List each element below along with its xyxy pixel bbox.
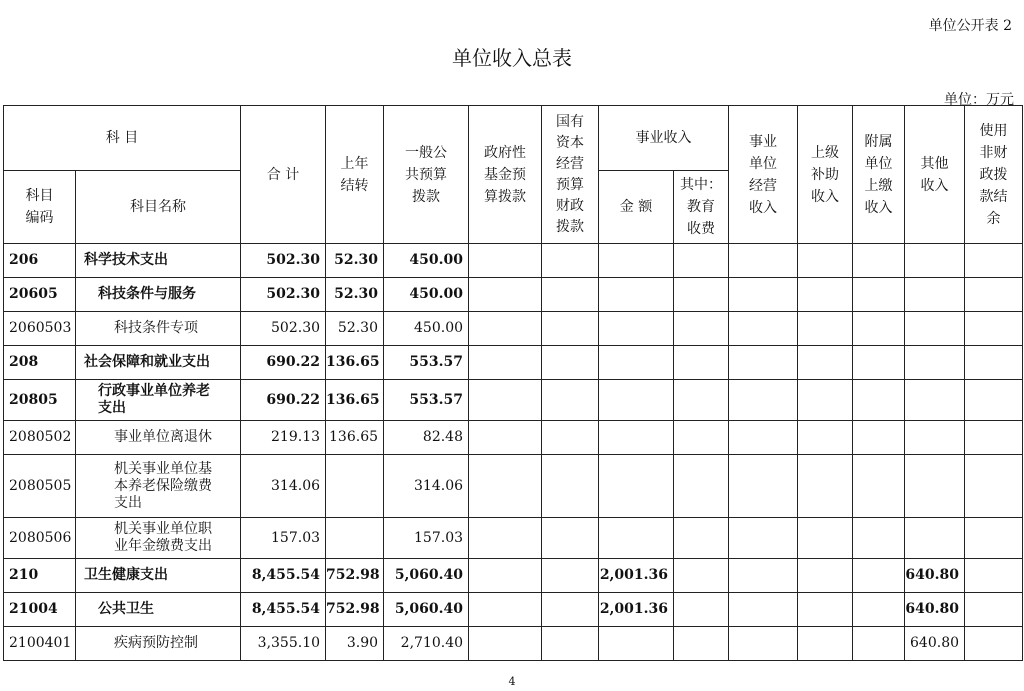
general-budget-value: 553.57 xyxy=(384,346,469,380)
header-superior-subsidy xyxy=(798,106,853,244)
carryover-value: 52.30 xyxy=(326,278,384,312)
header-general-budget xyxy=(384,106,469,244)
business-amount-value: 2,001.36 xyxy=(599,593,674,627)
carryover-value: 752.98 xyxy=(326,559,384,593)
text-line: 余 xyxy=(986,210,1001,227)
carryover-value xyxy=(326,518,384,559)
text-line: 基金预 xyxy=(484,166,527,183)
operating-income-value xyxy=(729,559,798,593)
business-amount-value xyxy=(599,244,674,278)
total-value: 8,455.54 xyxy=(241,559,326,593)
subject-code: 2060503 xyxy=(4,312,76,346)
text-line: 国有 xyxy=(556,113,585,130)
header-operating-income xyxy=(729,106,798,244)
text-line: 拨款 xyxy=(412,188,441,205)
total-value: 690.22 xyxy=(241,380,326,421)
business-edu-value xyxy=(674,278,729,312)
non-fiscal-value xyxy=(965,346,1023,380)
text-line: 款结 xyxy=(979,188,1008,205)
affiliated-income-value xyxy=(853,455,905,518)
carryover-value: 136.65 xyxy=(326,421,384,455)
business-edu-value xyxy=(674,244,729,278)
text-line: 科技条件专项 xyxy=(114,320,198,336)
subject-name xyxy=(76,627,241,661)
subject-code: 20805 xyxy=(4,380,76,421)
other-income-value xyxy=(905,312,965,346)
page-title: 单位收入总表 xyxy=(452,46,572,70)
text-line: 补助 xyxy=(811,166,840,183)
superior-subsidy-value xyxy=(798,455,853,518)
text-line: 财政 xyxy=(556,197,585,214)
header-affiliated-income xyxy=(853,106,905,244)
superior-subsidy-value xyxy=(798,380,853,421)
affiliated-income-value xyxy=(853,278,905,312)
text-line: 拨款 xyxy=(556,218,585,235)
state-capital-value xyxy=(542,346,599,380)
affiliated-income-value xyxy=(853,518,905,559)
state-capital-value xyxy=(542,518,599,559)
text-line: 收入 xyxy=(920,177,949,194)
table-row xyxy=(4,518,1023,559)
text-line: 科技条件与服务 xyxy=(98,286,196,302)
state-capital-value xyxy=(542,559,599,593)
operating-income-value xyxy=(729,346,798,380)
superior-subsidy-value xyxy=(798,244,853,278)
general-budget-value: 450.00 xyxy=(384,244,469,278)
state-capital-value xyxy=(542,455,599,518)
subject-code: 21004 xyxy=(4,593,76,627)
non-fiscal-value xyxy=(965,312,1023,346)
general-budget-value: 2,710.40 xyxy=(384,627,469,661)
text-line: 支出 xyxy=(114,494,142,511)
business-amount-value xyxy=(599,278,674,312)
carryover-value: 52.30 xyxy=(326,244,384,278)
text-line: 上级 xyxy=(811,144,840,161)
text-line: 收费 xyxy=(687,221,716,237)
other-income-value xyxy=(905,380,965,421)
text-line: 公共卫生 xyxy=(98,601,154,617)
business-amount-value xyxy=(599,421,674,455)
subject-code: 2080502 xyxy=(4,421,76,455)
gov-fund-value xyxy=(469,244,542,278)
text-line: 收入 xyxy=(864,199,893,216)
carryover-value: 3.90 xyxy=(326,627,384,661)
non-fiscal-value xyxy=(965,559,1023,593)
total-value: 8,455.54 xyxy=(241,593,326,627)
unit-label: 单位：万元 xyxy=(944,92,1014,108)
business-edu-value xyxy=(674,312,729,346)
table-row xyxy=(4,455,1023,518)
subject-name xyxy=(76,455,241,518)
text-line: 本养老保险缴费 xyxy=(114,477,212,494)
gov-fund-value xyxy=(469,278,542,312)
operating-income-value xyxy=(729,244,798,278)
text-line: 结转 xyxy=(340,177,369,194)
subject-name xyxy=(76,244,241,278)
total-value: 502.30 xyxy=(241,312,326,346)
gov-fund-value xyxy=(469,518,542,559)
table-row xyxy=(4,278,1023,312)
header-carryover xyxy=(326,106,384,244)
header-subject: 科 目 xyxy=(4,106,241,171)
total-value: 157.03 xyxy=(241,518,326,559)
business-edu-value xyxy=(674,559,729,593)
other-income-value: 640.80 xyxy=(905,559,965,593)
table-number-note: 单位公开表 2 xyxy=(928,18,1012,34)
superior-subsidy-value xyxy=(798,518,853,559)
subject-name xyxy=(76,593,241,627)
subject-code: 2080506 xyxy=(4,518,76,559)
subject-code: 20605 xyxy=(4,278,76,312)
business-amount-value: 2,001.36 xyxy=(599,559,674,593)
text-line: 疾病预防控制 xyxy=(114,635,198,651)
text-line: 收入 xyxy=(749,199,778,216)
text-line: 单位 xyxy=(864,155,893,172)
total-value: 502.30 xyxy=(241,244,326,278)
state-capital-value xyxy=(542,312,599,346)
subject-code: 210 xyxy=(4,559,76,593)
non-fiscal-value xyxy=(965,278,1023,312)
business-edu-value xyxy=(674,380,729,421)
other-income-value: 640.80 xyxy=(905,593,965,627)
non-fiscal-value xyxy=(965,380,1023,421)
operating-income-value xyxy=(729,278,798,312)
gov-fund-value xyxy=(469,312,542,346)
total-value: 690.22 xyxy=(241,346,326,380)
state-capital-value xyxy=(542,593,599,627)
affiliated-income-value xyxy=(853,559,905,593)
text-line: 机关事业单位基 xyxy=(114,460,212,477)
non-fiscal-value xyxy=(965,593,1023,627)
text-line: 经营 xyxy=(556,155,585,172)
business-edu-value xyxy=(674,455,729,518)
affiliated-income-value xyxy=(853,593,905,627)
carryover-value: 136.65 xyxy=(326,346,384,380)
text-line: 卫生健康支出 xyxy=(84,567,168,583)
state-capital-value xyxy=(542,244,599,278)
text-line: 支出 xyxy=(98,400,126,416)
gov-fund-value xyxy=(469,346,542,380)
general-budget-value: 157.03 xyxy=(384,518,469,559)
text-line: 算拨款 xyxy=(484,188,527,205)
text-line: 科目 xyxy=(25,188,54,204)
text-line: 编码 xyxy=(25,210,54,226)
other-income-value xyxy=(905,244,965,278)
non-fiscal-value xyxy=(965,244,1023,278)
text-line: 业年金缴费支出 xyxy=(114,538,212,554)
header-business-amount: 金 额 xyxy=(599,171,674,244)
header-non-fiscal xyxy=(965,106,1023,244)
superior-subsidy-value xyxy=(798,559,853,593)
other-income-value xyxy=(905,518,965,559)
text-line: 事业 xyxy=(749,133,778,150)
gov-fund-value xyxy=(469,593,542,627)
carryover-value: 752.98 xyxy=(326,593,384,627)
text-line: 行政事业单位养老 xyxy=(98,383,210,399)
text-line: 社会保障和就业支出 xyxy=(84,354,210,370)
business-edu-value xyxy=(674,346,729,380)
text-line: 政府性 xyxy=(484,144,527,161)
affiliated-income-value xyxy=(853,627,905,661)
operating-income-value xyxy=(729,518,798,559)
operating-income-value xyxy=(729,312,798,346)
header-total: 合 计 xyxy=(241,106,326,244)
text-line: 共预算 xyxy=(405,166,448,183)
subject-name xyxy=(76,278,241,312)
other-income-value xyxy=(905,346,965,380)
text-line: 机关事业单位职 xyxy=(114,521,212,537)
non-fiscal-value xyxy=(965,455,1023,518)
state-capital-value xyxy=(542,380,599,421)
text-line: 事业单位离退休 xyxy=(114,429,212,445)
superior-subsidy-value xyxy=(798,278,853,312)
header-state-capital xyxy=(542,106,599,244)
business-edu-value xyxy=(674,518,729,559)
general-budget-value: 450.00 xyxy=(384,312,469,346)
text-line: 其中： xyxy=(680,177,723,193)
gov-fund-value xyxy=(469,455,542,518)
text-line: 收入 xyxy=(811,188,840,205)
total-value: 219.13 xyxy=(241,421,326,455)
subject-code: 208 xyxy=(4,346,76,380)
subject-code: 206 xyxy=(4,244,76,278)
gov-fund-value xyxy=(469,559,542,593)
non-fiscal-value xyxy=(965,518,1023,559)
other-income-value xyxy=(905,421,965,455)
general-budget-value: 450.00 xyxy=(384,278,469,312)
income-summary-table xyxy=(3,105,1023,661)
superior-subsidy-value xyxy=(798,627,853,661)
total-value: 502.30 xyxy=(241,278,326,312)
operating-income-value xyxy=(729,593,798,627)
text-line: 教育 xyxy=(687,199,716,215)
superior-subsidy-value xyxy=(798,421,853,455)
table-row xyxy=(4,244,1023,278)
text-line: 科学技术支出 xyxy=(84,252,168,268)
business-amount-value xyxy=(599,518,674,559)
page-number: 4 xyxy=(508,675,516,688)
general-budget-value: 82.48 xyxy=(384,421,469,455)
state-capital-value xyxy=(542,278,599,312)
gov-fund-value xyxy=(469,627,542,661)
business-edu-value xyxy=(674,627,729,661)
business-amount-value xyxy=(599,455,674,518)
subject-name xyxy=(76,380,241,421)
total-value: 3,355.10 xyxy=(241,627,326,661)
business-edu-value xyxy=(674,593,729,627)
superior-subsidy-value xyxy=(798,346,853,380)
header-business-edu xyxy=(674,171,729,244)
header-gov-fund xyxy=(469,106,542,244)
text-line: 附属 xyxy=(864,133,893,150)
business-edu-value xyxy=(674,421,729,455)
business-amount-value xyxy=(599,380,674,421)
affiliated-income-value xyxy=(853,312,905,346)
affiliated-income-value xyxy=(853,380,905,421)
table-row xyxy=(4,627,1023,661)
business-amount-value xyxy=(599,346,674,380)
operating-income-value xyxy=(729,421,798,455)
business-amount-value xyxy=(599,627,674,661)
text-line: 政拨 xyxy=(979,166,1008,183)
non-fiscal-value xyxy=(965,627,1023,661)
subject-code: 2100401 xyxy=(4,627,76,661)
text-line: 上年 xyxy=(340,155,369,172)
table-body xyxy=(4,244,1023,661)
other-income-value xyxy=(905,278,965,312)
text-line: 资本 xyxy=(556,134,585,151)
carryover-value xyxy=(326,455,384,518)
gov-fund-value xyxy=(469,380,542,421)
affiliated-income-value xyxy=(853,346,905,380)
state-capital-value xyxy=(542,421,599,455)
general-budget-value: 314.06 xyxy=(384,455,469,518)
subject-name xyxy=(76,518,241,559)
subject-code: 2080505 xyxy=(4,455,76,518)
header-business-income: 事业收入 xyxy=(599,106,729,171)
table-row xyxy=(4,593,1023,627)
carryover-value: 52.30 xyxy=(326,312,384,346)
table-row xyxy=(4,312,1023,346)
non-fiscal-value xyxy=(965,421,1023,455)
operating-income-value xyxy=(729,627,798,661)
text-line: 预算 xyxy=(556,176,585,193)
affiliated-income-value xyxy=(853,421,905,455)
affiliated-income-value xyxy=(853,244,905,278)
operating-income-value xyxy=(729,455,798,518)
text-line: 其他 xyxy=(920,155,949,172)
state-capital-value xyxy=(542,627,599,661)
subject-name xyxy=(76,346,241,380)
table-row xyxy=(4,346,1023,380)
header-code xyxy=(4,171,76,244)
general-budget-value: 5,060.40 xyxy=(384,593,469,627)
other-income-value: 640.80 xyxy=(905,627,965,661)
general-budget-value: 5,060.40 xyxy=(384,559,469,593)
header-name: 科目名称 xyxy=(76,171,241,244)
superior-subsidy-value xyxy=(798,312,853,346)
gov-fund-value xyxy=(469,421,542,455)
text-line: 单位 xyxy=(749,155,778,172)
business-amount-value xyxy=(599,312,674,346)
header-other-income xyxy=(905,106,965,244)
text-line: 使用 xyxy=(979,122,1008,139)
other-income-value xyxy=(905,455,965,518)
superior-subsidy-value xyxy=(798,593,853,627)
table-row xyxy=(4,559,1023,593)
subject-name xyxy=(76,312,241,346)
table-row xyxy=(4,421,1023,455)
general-budget-value: 553.57 xyxy=(384,380,469,421)
operating-income-value xyxy=(729,380,798,421)
carryover-value: 136.65 xyxy=(326,380,384,421)
table-row xyxy=(4,380,1023,421)
text-line: 一般公 xyxy=(405,144,448,161)
subject-name xyxy=(76,559,241,593)
total-value: 314.06 xyxy=(241,455,326,518)
text-line: 上缴 xyxy=(864,177,893,194)
text-line: 非财 xyxy=(979,144,1008,161)
text-line: 经营 xyxy=(749,177,778,194)
subject-name xyxy=(76,421,241,455)
